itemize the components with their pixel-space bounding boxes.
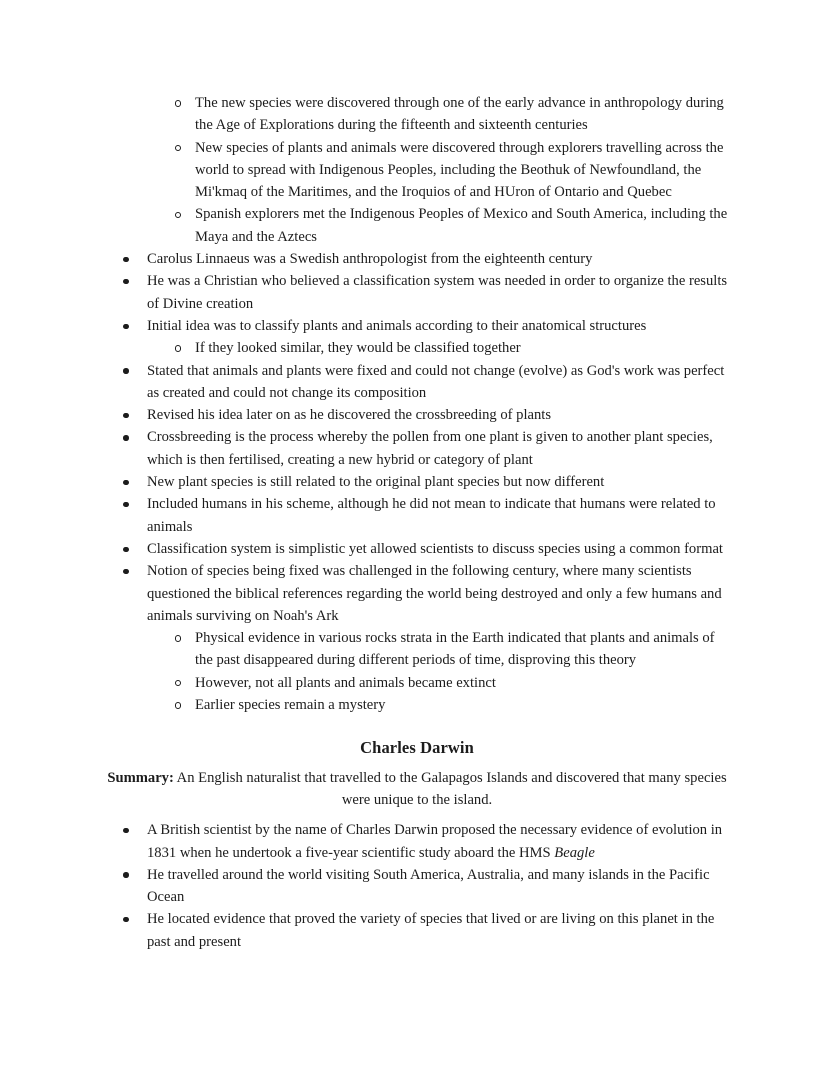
list-item [104, 627, 730, 672]
bullet-icon [175, 145, 181, 151]
list-item-text: Crossbreeding is the process whereby the pollen from one plant is given to another plant species, which is then fertilised, creating a new hybrid or category of plant [147, 429, 713, 468]
list-item [104, 360, 730, 405]
bullet-icon [123, 872, 129, 878]
bullet-icon [123, 435, 129, 441]
list-item-text: He was a Christian who believed a classification system was needed in order to organize the results of Divine creation [147, 273, 728, 312]
list-item-text: New species of plants and animals were discovered through explorers travelling across the world to spread with Indigenous Peoples, including the Beothuk of Newfoundland, the Mi'kmaq of the Maritimes, and the Iroquios of and HUron of Ontario and Quebec [195, 139, 724, 201]
list-item [104, 493, 730, 538]
list-item [104, 672, 730, 694]
list-item-text: New plant species is still related to the original plant species but now different [147, 474, 605, 491]
list-item [104, 694, 730, 716]
list-item [104, 315, 730, 337]
bullet-icon [175, 680, 181, 686]
list-item [104, 864, 730, 909]
bullet-icon [175, 702, 181, 708]
summary-text: An English naturalist that travelled to the Galapagos Islands and discovered that many species were unique to the island. [173, 769, 727, 808]
bullet-icon [123, 480, 129, 486]
list-item [104, 538, 730, 560]
list-item-text: Classification system is simplistic yet allowed scientists to discuss species using a common format [147, 540, 723, 557]
list-item-text: Notion of species being fixed was challenged in the following century, where many scientists questioned the biblical references regarding the world being destroyed and only a few humans and animals surviving on Noah's Ark [147, 563, 722, 624]
list-item [104, 203, 730, 248]
bullet-icon [123, 828, 129, 834]
bullet-icon [123, 257, 129, 263]
list-item-text: Carolus Linnaeus was a Swedish anthropologist from the eighteenth century [147, 251, 593, 268]
list-item-text: He located evidence that proved the variety of species that lived or are living on this planet in the past and present [147, 911, 715, 950]
list-item-text: Initial idea was to classify plants and animals according to their anatomical structures [147, 317, 647, 334]
notes-bullet-list [104, 92, 730, 716]
list-item [104, 248, 730, 270]
list-item [104, 819, 730, 864]
list-item-text: Physical evidence in various rocks strata in the Earth indicated that plants and animals of the past disappeared during different periods of time, disproving this theory [195, 630, 715, 669]
list-item-text: However, not all plants and animals became extinct [195, 674, 496, 691]
list-item [104, 92, 730, 137]
list-item [104, 560, 730, 627]
list-item [104, 908, 730, 953]
list-item-italic-text: Beagle [554, 844, 595, 861]
summary-paragraph [104, 767, 730, 812]
bullet-icon [123, 502, 129, 508]
list-item-text: If they looked similar, they would be classified together [195, 340, 521, 357]
list-item [104, 471, 730, 493]
bullet-icon [175, 100, 181, 106]
bullet-icon [175, 212, 181, 218]
list-item-text: The new species were discovered through one of the early advance in anthropology during the Age of Explorations during the fifteenth and sixteenth centuries [195, 95, 724, 134]
list-item-text: A British scientist by the name of Charles Darwin proposed the necessary evidence of evolution in 1831 when he undertook a five-year scientific study aboard the HMS [147, 822, 723, 861]
section-heading: Charles Darwin [360, 738, 474, 758]
bullet-icon [123, 413, 129, 419]
list-item-text: He travelled around the world visiting South America, Australia, and many islands in the Pacific Ocean [147, 866, 710, 906]
bullet-icon [123, 547, 129, 553]
bullet-icon [175, 635, 181, 641]
list-item [104, 404, 730, 426]
list-item [104, 270, 730, 315]
list-item-text: Spanish explorers met the Indigenous Peoples of Mexico and South America, including the Maya and the Aztecs [195, 206, 728, 245]
list-item-text: Revised his idea later on as he discovered the crossbreeding of plants [147, 407, 552, 424]
list-item-text: Included humans in his scheme, although he did not mean to indicate that humans were related to animals [147, 496, 716, 535]
bullet-icon [123, 324, 129, 330]
list-item [104, 337, 730, 359]
list-item-text: Stated that animals and plants were fixed and could not change (evolve) as God's work was perfect as created and could not change its composition [147, 362, 725, 401]
list-item [104, 426, 730, 471]
list-item [104, 137, 730, 204]
bullet-icon [123, 917, 129, 923]
bullet-icon [123, 279, 129, 285]
darwin-bullet-list [104, 819, 730, 953]
bullet-icon [123, 569, 129, 575]
summary-label: Summary: [107, 769, 174, 786]
list-item-text: Earlier species remain a mystery [195, 697, 386, 714]
bullet-icon [175, 345, 181, 351]
bullet-icon [123, 368, 129, 374]
